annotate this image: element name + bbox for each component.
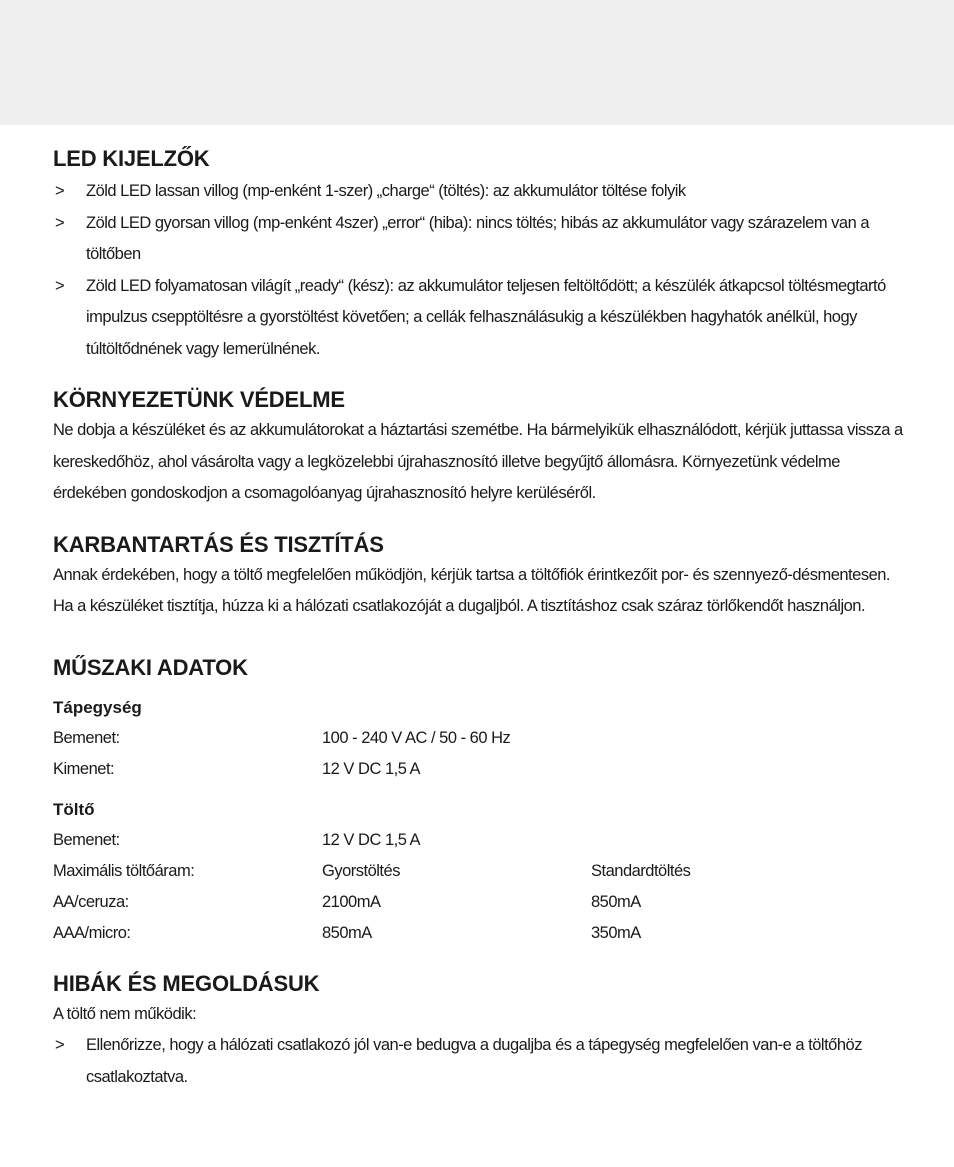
bullet-arrow: > bbox=[55, 182, 65, 200]
troubleshooting-section bbox=[53, 969, 903, 1094]
spec-value: 100 - 240 V AC / 50 - 60 Hz bbox=[322, 728, 511, 747]
specs-heading: MŰSZAKI ADATOK bbox=[53, 654, 248, 680]
spec-value: 12 V DC 1,5 A bbox=[322, 830, 421, 849]
environment-section bbox=[53, 385, 903, 510]
list-item-text: Ellenőrizze, hogy a hálózati csatlakozó jól van-e bedugva a dugaljba és a tápegység megfelelően van-e a töltőhöz csatlakoztatva. bbox=[86, 1036, 862, 1086]
spec-value-standard: 850mA bbox=[591, 892, 641, 911]
spec-label: AAA/micro: bbox=[53, 923, 131, 942]
spec-label: Bemenet: bbox=[53, 728, 120, 747]
maintenance-heading: KARBANTARTÁS ÉS TISZTÍTÁS bbox=[53, 531, 384, 557]
spec-value: 12 V DC 1,5 A bbox=[322, 759, 421, 778]
spec-label: AA/ceruza: bbox=[53, 892, 129, 911]
troubleshooting-heading: HIBÁK ÉS MEGOLDÁSUK bbox=[53, 970, 320, 996]
list-item-text: Zöld LED lassan villog (mp-enként 1-szer) „charge“ (töltés): az akkumulátor töltése folyik bbox=[86, 182, 686, 200]
list-item bbox=[53, 208, 903, 271]
spec-value: 850mA bbox=[322, 923, 372, 942]
spec-row bbox=[53, 887, 903, 918]
spec-row bbox=[53, 754, 903, 785]
list-item-text: Zöld LED folyamatosan világít „ready“ (kész): az akkumulátor teljesen feltöltődött; a készülék átkapcsol töltésmegtartó impulzus csepptöltésre a gyorstöltést követően; a cellák felhasználásukig a készülékben hagyhatók anélkül, hogy túltöltődnének vagy lemerülnének. bbox=[86, 276, 886, 358]
spec-value: Gyorstöltés bbox=[322, 861, 400, 880]
led-section bbox=[53, 144, 903, 365]
header-band bbox=[0, 0, 954, 125]
spec-row bbox=[53, 918, 903, 949]
specs-section bbox=[53, 653, 903, 949]
spec-label: Bemenet: bbox=[53, 830, 120, 849]
list-item bbox=[53, 271, 903, 366]
spec-value: 2100mA bbox=[322, 892, 381, 911]
environment-heading: KÖRNYEZETÜNK VÉDELME bbox=[53, 387, 345, 412]
spec-value-standard: Standardtöltés bbox=[591, 861, 691, 880]
spec-value-standard: 350mA bbox=[591, 923, 641, 942]
bullet-arrow: > bbox=[55, 1036, 65, 1054]
power-supply-heading: Tápegység bbox=[53, 697, 142, 717]
troubleshooting-list bbox=[53, 1030, 903, 1093]
led-heading: LED KIJELZŐK bbox=[53, 146, 210, 171]
charger-heading: Töltő bbox=[53, 799, 95, 819]
spec-row bbox=[53, 723, 903, 754]
led-list bbox=[53, 176, 903, 365]
list-item-text: Zöld LED gyorsan villog (mp-enként 4szer) „error“ (hiba): nincs töltés; hibás az akkumulátor vagy szárazelem van a töltőben bbox=[86, 213, 870, 263]
bullet-arrow: > bbox=[55, 213, 65, 232]
list-item bbox=[53, 1030, 903, 1093]
spec-label: Maximális töltőáram: bbox=[53, 861, 195, 880]
document-content bbox=[53, 144, 903, 1113]
maintenance-section bbox=[53, 530, 903, 623]
maintenance-text: Annak érdekében, hogy a töltő megfelelően működjön, kérjük tartsa a töltőfiók érintkezőit por- és szennyező-désmentesen. Ha a készüléket tisztítja, húzza ki a hálózati csatlakozóját a dugaljból. A tisztításhoz csak száraz törlőkendőt használjon. bbox=[53, 565, 891, 615]
troubleshooting-intro: A töltő nem működik: bbox=[53, 1004, 197, 1023]
environment-text: Ne dobja a készüléket és az akkumulátorokat a háztartási szemétbe. Ha bármelyikük elhasználódott, kérjük juttassa vissza a kereskedőhöz, ahol vásárolta vagy a legközelebbi újrahasznosító illetve begyűjtő állomásra. Környezetünk védelme érdekében gondoskodjon a csomagolóanyag újrahasznosító helyre kerüléséről. bbox=[53, 421, 903, 502]
spec-row bbox=[53, 825, 903, 856]
spec-row bbox=[53, 856, 903, 887]
spec-label: Kimenet: bbox=[53, 759, 115, 778]
bullet-arrow: > bbox=[55, 276, 65, 295]
list-item bbox=[53, 176, 903, 208]
